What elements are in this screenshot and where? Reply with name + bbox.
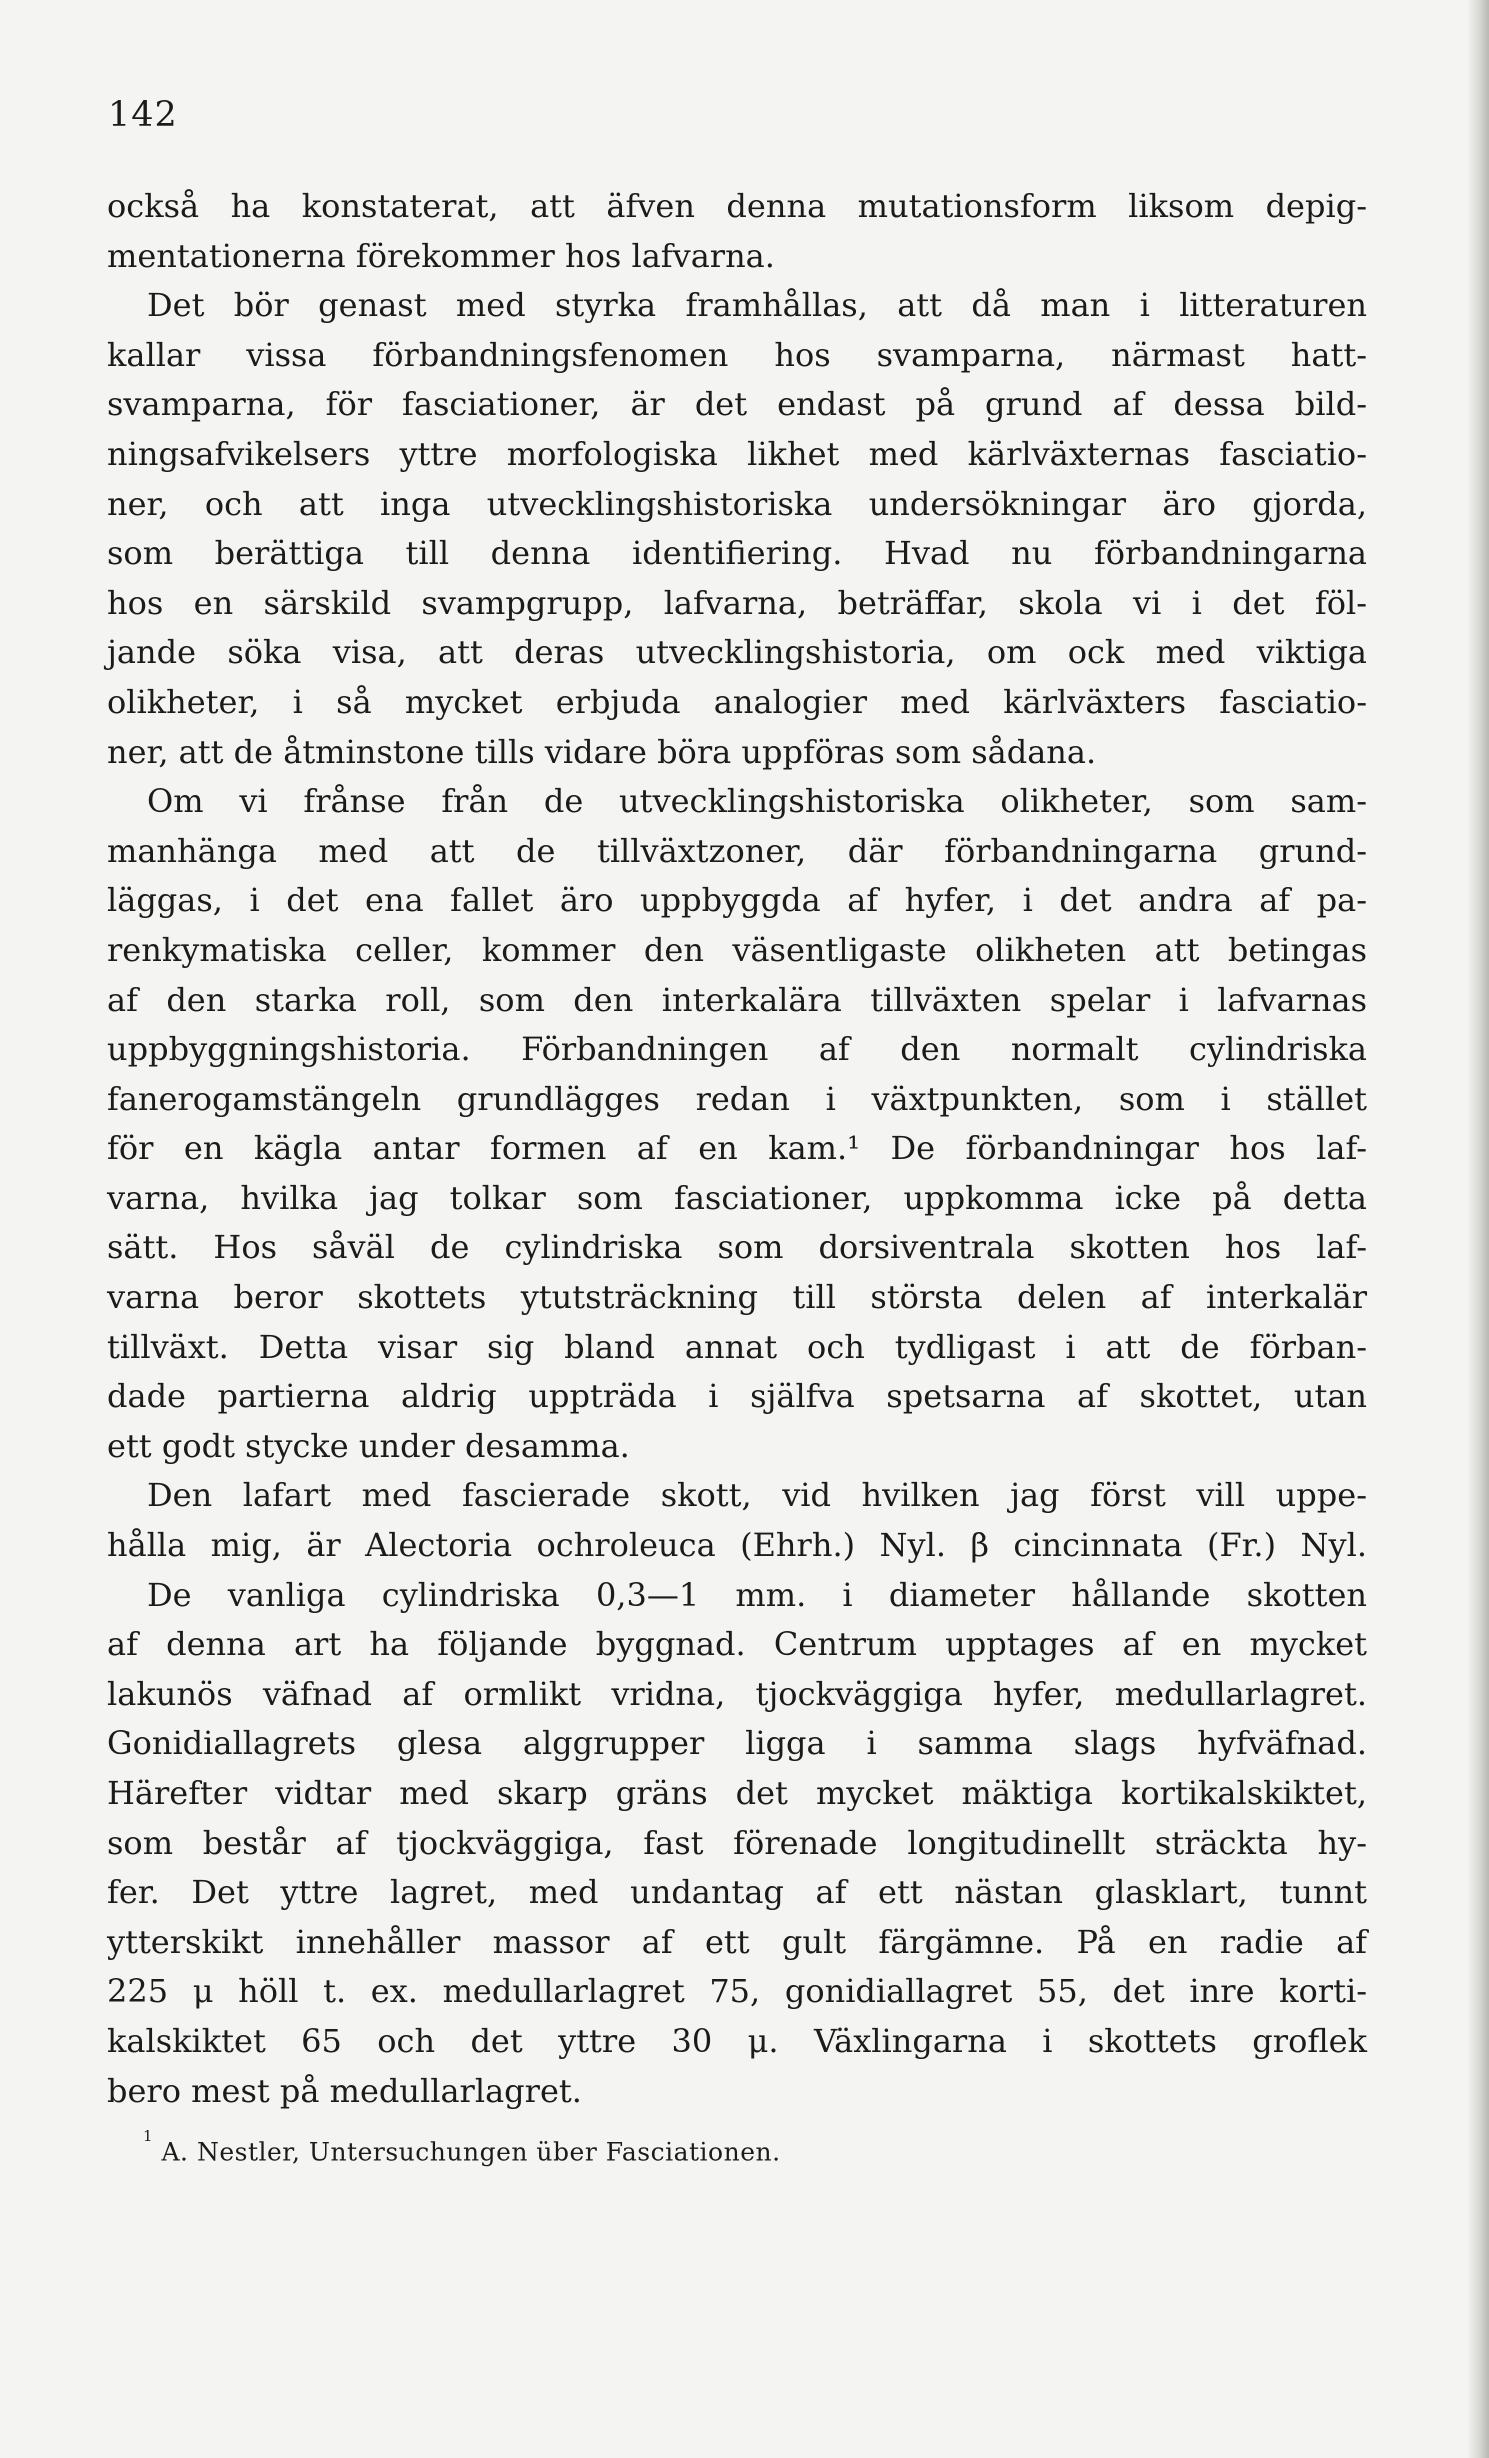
text-line: varna, hvilka jag tolkar som fasciationer, uppkomma icke på detta [107,1178,1367,1217]
text-line: lakunös väfnad af ormlikt vridna, tjockväggiga hyfer, medullarlagret. [107,1674,1367,1713]
text-line: svamparna, för fasciationer, är det endast på grund af dessa bild- [107,385,1367,424]
text-line: olikheter, i så mycket erbjuda analogier med kärlväxters fasciatio- [107,682,1367,721]
body-text [107,182,1367,2116]
text-line: Den lafart med fascierade skott, vid hvilken jag först vill uppe- [147,1476,1367,1515]
text-line: Härefter vidtar med skarp gräns det mycket mäktiga kortikalskiktet, [107,1774,1367,1812]
text-line: fanerogamstängeln grundlägges redan i växtpunkten, som i stället [107,1079,1367,1118]
text-line: som berättiga till denna identifiering. Hvad nu förbandningarna [107,534,1367,573]
text-line: De vanliga cylindriska 0,3—1 mm. i diameter hållande skotten [147,1575,1367,1614]
text-line: sätt. Hos såväl de cylindriska som dorsiventrala skotten hos laf- [107,1228,1367,1267]
text-line: 225 μ höll t. ex. medullarlagret 75, gonidiallagret 55, det inre korti- [107,1972,1367,2011]
text-line: ytterskikt innehåller massor af ett gult färgämne. På en radie af [107,1922,1367,1961]
text-line: hos en särskild svampgrupp, lafvarna, beträffar, skola vi i det föl- [107,583,1367,622]
text-line: kalskiktet 65 och det yttre 30 μ. Växlingarna i skottets groflek [107,2021,1367,2060]
text-line: hålla mig, är Alectoria ochroleuca (Ehrh.) Nyl. β cincinnata (Fr.) Nyl. [107,1526,1367,1565]
text-line: af den starka roll, som den interkalära tillväxten spelar i lafvarnas [107,980,1367,1019]
text-line: kallar vissa förbandningsfenomen hos svamparna, närmast hatt- [107,335,1367,374]
text-line: renkymatiska celler, kommer den väsentligaste olikheten att betingas [107,930,1367,969]
text-line: ner, att de åtminstone tills vidare böra uppföras som sådana. [107,732,1097,771]
text-line: Om vi frånse från de utvecklingshistoriska olikheter, som sam- [147,782,1367,821]
text-line: för en kägla antar formen af en kam.¹ De förbandningar hos laf- [107,1129,1367,1168]
text-line: ner, och att inga utvecklingshistoriska undersökningar äro gjorda, [107,484,1367,523]
footnote-marker: 1 [143,2127,154,2145]
text-line: varna beror skottets ytutsträckning till största delen af interkalär [107,1278,1367,1317]
text-line: manhänga med att de tillväxtzoner, där förbandningarna grund- [107,831,1367,870]
page-number: 142 [108,95,178,135]
text-line: af denna art ha följande byggnad. Centrum upptages af en mycket [107,1625,1367,1664]
text-line: ett godt stycke under desamma. [107,1426,630,1465]
text-line: fer. Det yttre lagret, med undantag af ett nästan glasklart, tunnt [107,1873,1367,1912]
text-line: läggas, i det ena fallet äro uppbyggda af hyfer, i det andra af pa- [107,881,1367,920]
text-line: dade partierna aldrig uppträda i själfva spetsarna af skottet, utan [107,1377,1367,1416]
text-line: bero mest på medullarlagret. [107,2071,582,2110]
text-line: tillväxt. Detta visar sig bland annat och tydligast i att de förban- [107,1327,1367,1366]
text-line: som består af tjockväggiga, fast förenade longitudinellt sträckta hy- [107,1823,1367,1862]
page-edge-shadow [1467,0,1489,2458]
text-line: uppbyggningshistoria. Förbandningen af den normalt cylindriska [107,1030,1367,1069]
text-line: också ha konstaterat, att äfven denna mutationsform liksom depig- [107,187,1367,225]
footnote-text: A. Nestler, Untersuchungen über Fasciationen. [161,2137,781,2167]
text-line: mentationerna förekommer hos lafvarna. [107,236,775,275]
text-line: jande söka visa, att deras utvecklingshistoria, om ock med viktiga [107,633,1367,672]
text-line: ningsafvikelsers yttre morfologiska likhet med kärlväxternas fasciatio- [107,434,1367,473]
text-line: Gonidiallagrets glesa alggrupper ligga i samma slags hyfväfnad. [107,1724,1367,1763]
footnote [143,2128,781,2170]
text-line: Det bör genast med styrka framhållas, att då man i litteraturen [147,286,1367,325]
